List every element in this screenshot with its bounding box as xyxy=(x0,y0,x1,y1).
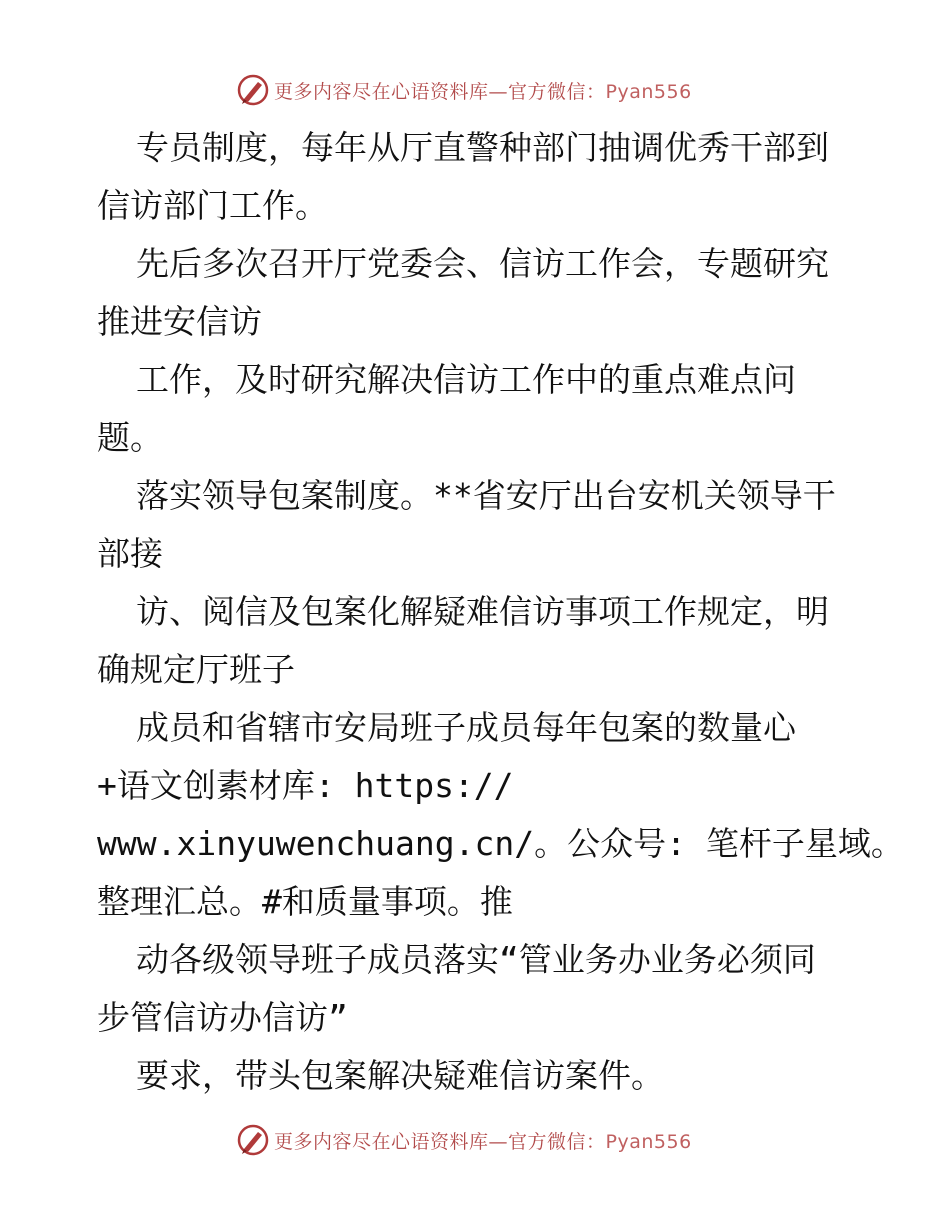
watermark-dash: — xyxy=(488,80,509,103)
text-line: 动各级领导班子成员落实“管业务办业务必须同 xyxy=(136,940,816,979)
pen-logo-icon xyxy=(236,73,270,107)
watermark-wechat-label: 官方微信： xyxy=(508,80,606,103)
watermark-dash: — xyxy=(488,1130,509,1153)
text-line: 部接 xyxy=(97,534,163,573)
watermark-site: 更多内容尽在心语资料库 xyxy=(274,1130,489,1153)
text-line: 成员和省辖市安局班子成员每年包案的数量心 xyxy=(136,708,796,747)
watermark-wechat-id: Pyan556 xyxy=(605,1130,692,1153)
text-line: 工作，及时研究解决信访工作中的重点难点问 xyxy=(136,360,796,399)
text-line: 整理汇总。#和质量事项。推 xyxy=(97,882,513,921)
text-line: 步管信访办信访” xyxy=(97,998,348,1037)
text-line: www.xinyuwenchuang.cn/。公众号: 笔杆子星域。 xyxy=(97,824,904,863)
text-line: 落实领导包案制度。**省安厅出台安机关领导干 xyxy=(136,476,836,515)
text-line: 推进安信访 xyxy=(97,302,262,341)
watermark-wechat-id: Pyan556 xyxy=(605,80,692,103)
text-line: 要求，带头包案解决疑难信访案件。 xyxy=(136,1056,664,1095)
pen-logo-icon xyxy=(236,1123,270,1157)
text-line: 访、阅信及包案化解疑难信访事项工作规定，明 xyxy=(136,592,829,631)
watermark-header xyxy=(236,72,716,108)
watermark-site: 更多内容尽在心语资料库 xyxy=(274,80,489,103)
watermark-footer xyxy=(236,1122,716,1158)
text-line: 题。 xyxy=(97,418,163,457)
text-line: 专员制度，每年从厅直警种部门抽调优秀干部到 xyxy=(136,128,829,167)
text-line: 信访部门工作。 xyxy=(97,186,328,225)
watermark-wechat-label: 官方微信： xyxy=(508,1130,606,1153)
text-line: 确规定厅班子 xyxy=(97,650,295,689)
text-line: 先后多次召开厅党委会、信访工作会，专题研究 xyxy=(136,244,829,283)
text-line: +语文创素材库: https:// xyxy=(97,766,514,805)
